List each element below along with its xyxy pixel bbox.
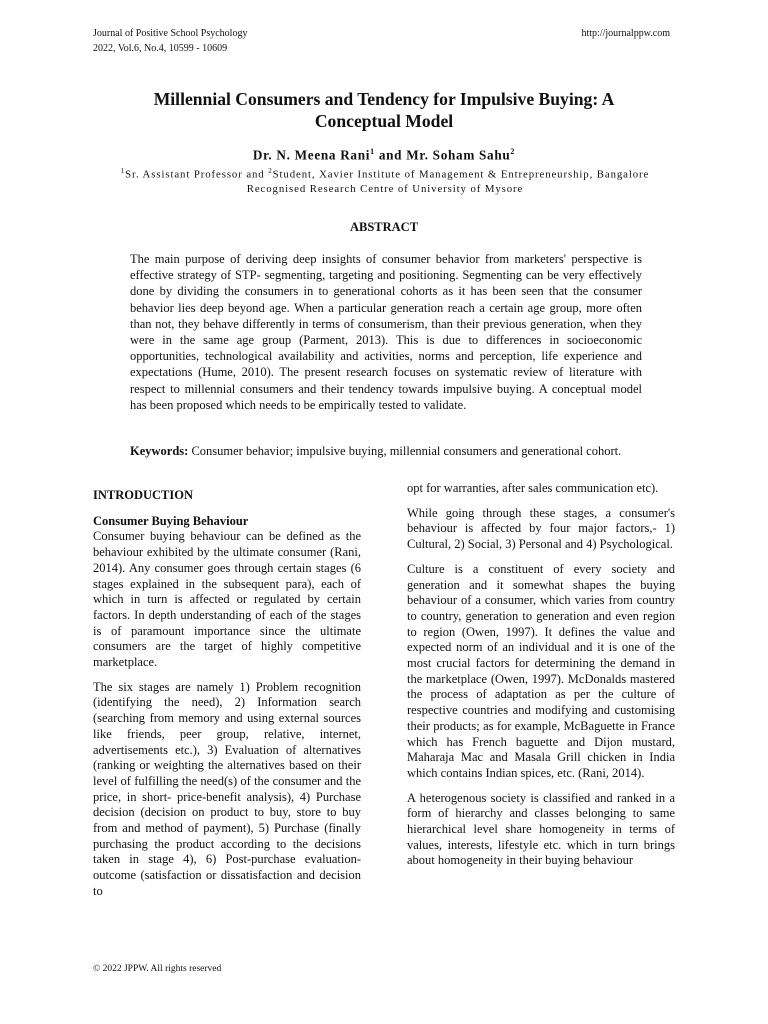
affiliation [100, 164, 670, 196]
affil-part-1: Sr. Assistant Professor and [125, 168, 269, 181]
paragraph: Culture is a constituent of every society and generation and it somewhat shapes the buying behaviour of a consumer, which varies from country to country, generation to generation and even region to region (Owen, 1997). It defines the value and expected norm of an individual and it is one of the most crucial factors for determining the demand in the marketplace (Owen, 1997). McDonalds mastered the process of adaptation as per the culture of respective countries and modifying and customising their products; as for example, McBaguette in France which has French baguette and Dijon mustard, Maharaja Mac and Masala Grill chicken in India which contains Indian spices, etc. (Rani, 2014). [407, 561, 675, 780]
journal-header [93, 26, 247, 56]
subheading-consumer-buying-behaviour: Consumer Buying Behaviour [93, 513, 249, 528]
left-column [93, 488, 361, 909]
author-2-sup: 2 [510, 147, 516, 156]
paragraph: A heterogenous society is classified and ranked in a form of hierarchy and classes belonging to same hierarchical level share homogeneity in terms of values, interests, lifestyle etc. which in turn brings about homogeneity in their buying behaviour [407, 790, 675, 868]
authors-and: and [374, 147, 407, 163]
affil-sup-2: 2 [268, 167, 273, 175]
paragraph: Consumer buying behaviour can be defined as the behaviour exhibited by the ultimate consumer (Rani, 2014). Any consumer goes through certain stages (6 stages explained in the subsequent para), each of which in turn is affected or regulated by certain factors. In depth understanding of each of the stages is of paramount importance since the ultimate consumers are the target of highly competitive marketplace. [93, 529, 361, 670]
keywords [130, 443, 642, 459]
paragraph: The six stages are namely 1) Problem recognition (identifying the need), 2) Information search (searching from memory and using external sources like friends, peer group, relative, internet, advertisements etc.), 3) Evaluation of alternatives (ranking or weighting the alternatives based on their level of fulfilling the need(s) of the consumer and the price, in short- price-benefit analysis), 4) Purchase decision (decision on product to buy, store to buy from and method of payment), 5) Purchase (finally purchasing the product according to the decisions taken in stage 4), 6) Post-purchase evaluation-outcome (satisfaction or dissatisfaction and decision to [93, 679, 361, 898]
paragraph: While going through these stages, a consumer's behaviour is affected by four major factors,- 1) Cultural, 2) Social, 3) Personal and 4) Psychological. [407, 505, 675, 552]
right-column [407, 481, 675, 878]
author-1-sup: 1 [370, 147, 375, 156]
author-2: Mr. Soham Sahu [406, 147, 511, 163]
keywords-text: Consumer behavior; impulsive buying, millennial consumers and generational cohort. [188, 444, 622, 458]
paragraph: opt for warranties, after sales communication etc). [407, 481, 659, 495]
journal-url: http://journalppw.com [581, 28, 670, 39]
affil-sup-1: 1 [120, 167, 126, 175]
paper-title: Millennial Consumers and Tendency for Impulsive Buying: A Conceptual Model [153, 89, 615, 131]
section-heading-introduction: INTRODUCTION [93, 488, 194, 502]
abstract-heading: ABSTRACT [349, 220, 419, 234]
affiliation-line-2: Recognised Research Centre of University of Mysore [246, 182, 524, 195]
affiliation-line-1 [100, 164, 670, 182]
abstract-text: The main purpose of deriving deep insights of consumer behavior from marketers' perspective is effective strategy of STP- segmenting, targeting and positioning. Segmenting can be very effectively done by dividing the consumers in to generational cohorts as it has been seen that the consumer behavior lies deep beyond age. When a particular generation reach a certain age group, more often than not, they behave differently in terms of consumerism, than their previous generation, when they were in the same age group (Parment, 2013). This is due to differences in socioeconomic opportunities, technological availability and activities, norms and perception, life experience and expectations (Hume, 2010). The present research focuses on systematic review of literature with respect to millennial consumers and their tendency towards impulsive buying. A conceptual model has been proposed which needs to be empirically tested to validate. [130, 252, 642, 412]
journal-issue: 2022, Vol.6, No.4, 10599 - 10609 [93, 43, 228, 54]
author-1: Dr. N. Meena Rani [252, 147, 371, 163]
copyright-footer: © 2022 JPPW. All rights reserved [93, 964, 222, 974]
keywords-label: Keywords: [130, 444, 189, 458]
affil-part-2: Student, Xavier Institute of Management & Entrepreneurship, Bangalore [272, 168, 650, 181]
authors [90, 147, 678, 163]
journal-name: Journal of Positive School Psychology [93, 28, 248, 39]
